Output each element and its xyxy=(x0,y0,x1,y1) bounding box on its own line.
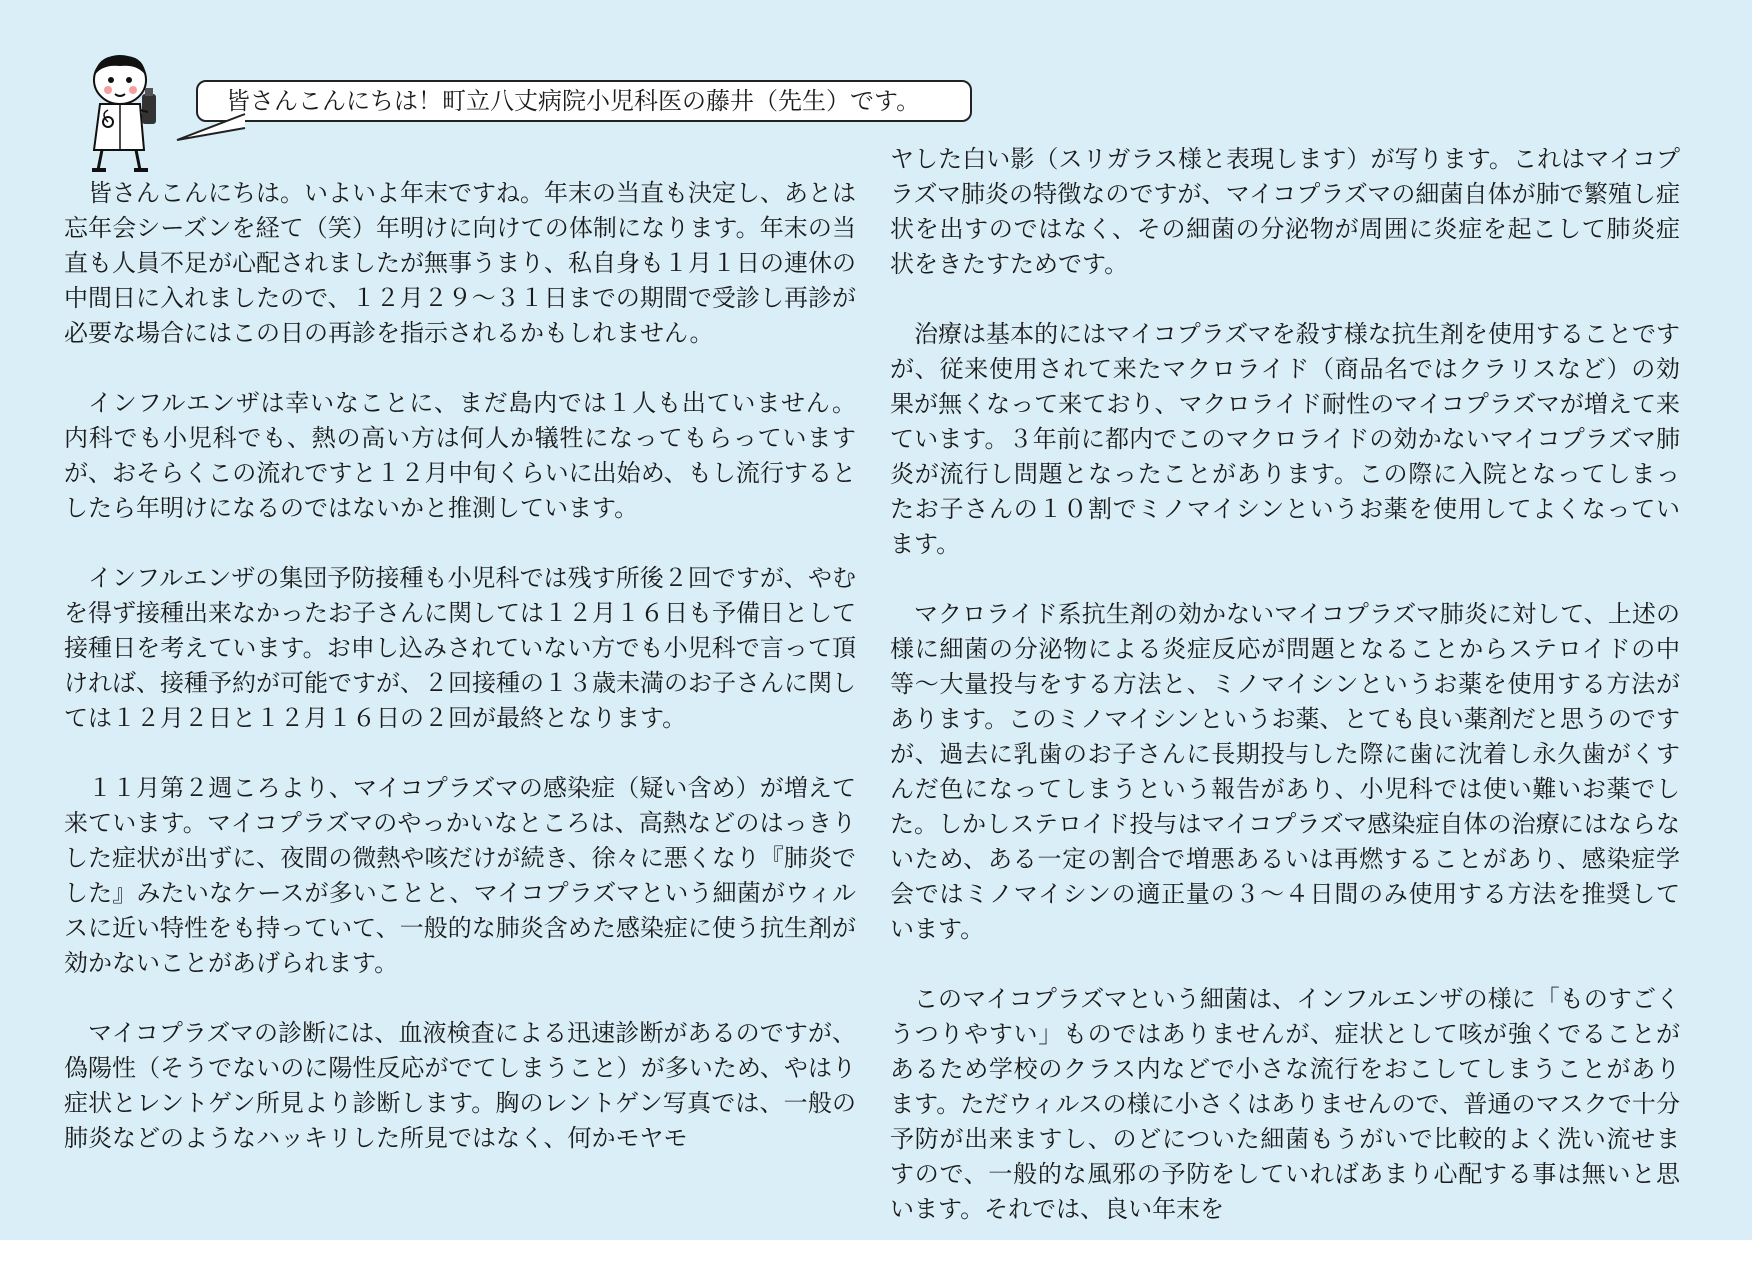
bottom-margin xyxy=(0,1240,1752,1275)
paragraph-vaccination: インフルエンザの集団予防接種も小児科では残す所後２回ですが、やむを得ず接種出来なかったお子さんに関しては１２月１６日も予備日として接種日を考えています。お申し込みされていない方でも小児科で言って頂ければ、接種予約が可能ですが、２回接種の１３歳未満のお子さんに関しては１２月２日と１２月１６日の２回が最終となります。 xyxy=(64,564,856,732)
paragraph-xray-continued: ヤした白い影（スリガラス様と表現します）が写ります。これはマイコプラズマ肺炎の特徴なのですが、マイコプラズマの細菌自体が肺で繁殖し症状を出すのではなく、その細菌の分泌物が周囲に炎症を起こして肺炎症状をきたすためです。 xyxy=(890,145,1680,278)
paragraph-macrolide-resistance: マクロライド系抗生剤の効かないマイコプラズマ肺炎に対して、上述の様に細菌の分泌物による炎症反応が問題となることからステロイドの中等～大量投与をする方法と、ミノマイシンというお薬を使用する方法があります。このミノマイシンというお薬、とても良い薬剤だと思うのですが、過去に乳歯のお子さんに長期投与した際に歯に沈着し永久歯がくすんだ色になってしまうという報告があり、小児科では使い難いお薬でした。しかしステロイド投与はマイコプラズマ感染症自体の治療にはならないため、ある一定の割合で増悪あるいは再燃することがあり、感染症学会ではミノマイシンの適正量の３～４日間のみ使用する方法を推奨しています。 xyxy=(890,600,1680,943)
right-column xyxy=(890,142,1680,1227)
paragraph-diagnosis: マイコプラズマの診断には、血液検査による迅速診断があるのですが、偽陽性（そうでないのに陽性反応がでてしまうこと）が多いため、やはり症状とレントゲン所見より診断します。胸のレントゲン写真では、一般の肺炎などのようなハッキリした所見ではなく、何かモヤモ xyxy=(64,1019,856,1152)
paragraph-influenza-status: インフルエンザは幸いなことに、まだ島内では１人も出ていません。内科でも小児科でも、熱の高い方は何人か犠牲になってもらっていますが、おそらくこの流れですと１２月中旬くらいに出始め、もし流行するとしたら年明けになるのではないかと推測しています。 xyxy=(64,389,856,522)
paragraph-year-end: 皆さんこんにちは。いよいよ年末ですね。年末の当直も決定し、あとは忘年会シーズンを経て（笑）年明けに向けての体制になります。年末の当直も人員不足が心配されましたが無事うまり、私自身も１月１日の連休の中間日に入れましたので、１２月２９～３１日までの期間で受診し再診が必要な場合にはこの日の再診を指示されるかもしれません。 xyxy=(64,179,856,347)
header-greeting: 皆さんこんにちは！町立八丈病院小児科医の藤井（先生）です。 xyxy=(226,87,921,115)
paragraph-prevention: このマイコプラズマという細菌は、インフルエンザの様に「ものすごくうつりやすい」ものではありませんが、症状として咳が強くでることがあるため学校のクラス内などで小さな流行をおこしてしまうことがあります。ただウィルスの様に小さくはありませんので、普通のマスクで十分予防が出来ますし、のどについた細菌もうがいで比較的よく洗い流せますので、一般的な風邪の予防をしていればあまり心配する事は無いと思います。それでは、良い年末を xyxy=(890,985,1680,1223)
speech-bubble-tail xyxy=(175,110,255,150)
paragraph-mycoplasma-increase: １１月第２週ころより、マイコプラズマの感染症（疑い含め）が増えて来ています。マイコプラズマのやっかいなところは、高熱などのはっきりした症状が出ずに、夜間の微熱や咳だけが続き、徐々に悪くなり『肺炎でした』みたいなケースが多いことと、マイコプラズマという細菌がウィルスに近い特性をも持っていて、一般的な肺炎含めた感染症に使う抗生剤が効かないことがあげられます。 xyxy=(64,774,856,977)
doctor-illustration xyxy=(78,50,183,175)
left-column xyxy=(64,176,856,1156)
paragraph-treatment: 治療は基本的にはマイコプラズマを殺す様な抗生剤を使用することですが、従来使用されて来たマクロライド（商品名ではクラリスなど）の効果が無くなって来ており、マクロライド耐性のマイコプラズマが増えて来ています。３年前に都内でこのマクロライドの効かないマイコプラズマ肺炎が流行し問題となったことがあります。この際に入院となってしまったお子さんの１０割でミノマイシンというお薬を使用してよくなっています。 xyxy=(890,320,1680,558)
